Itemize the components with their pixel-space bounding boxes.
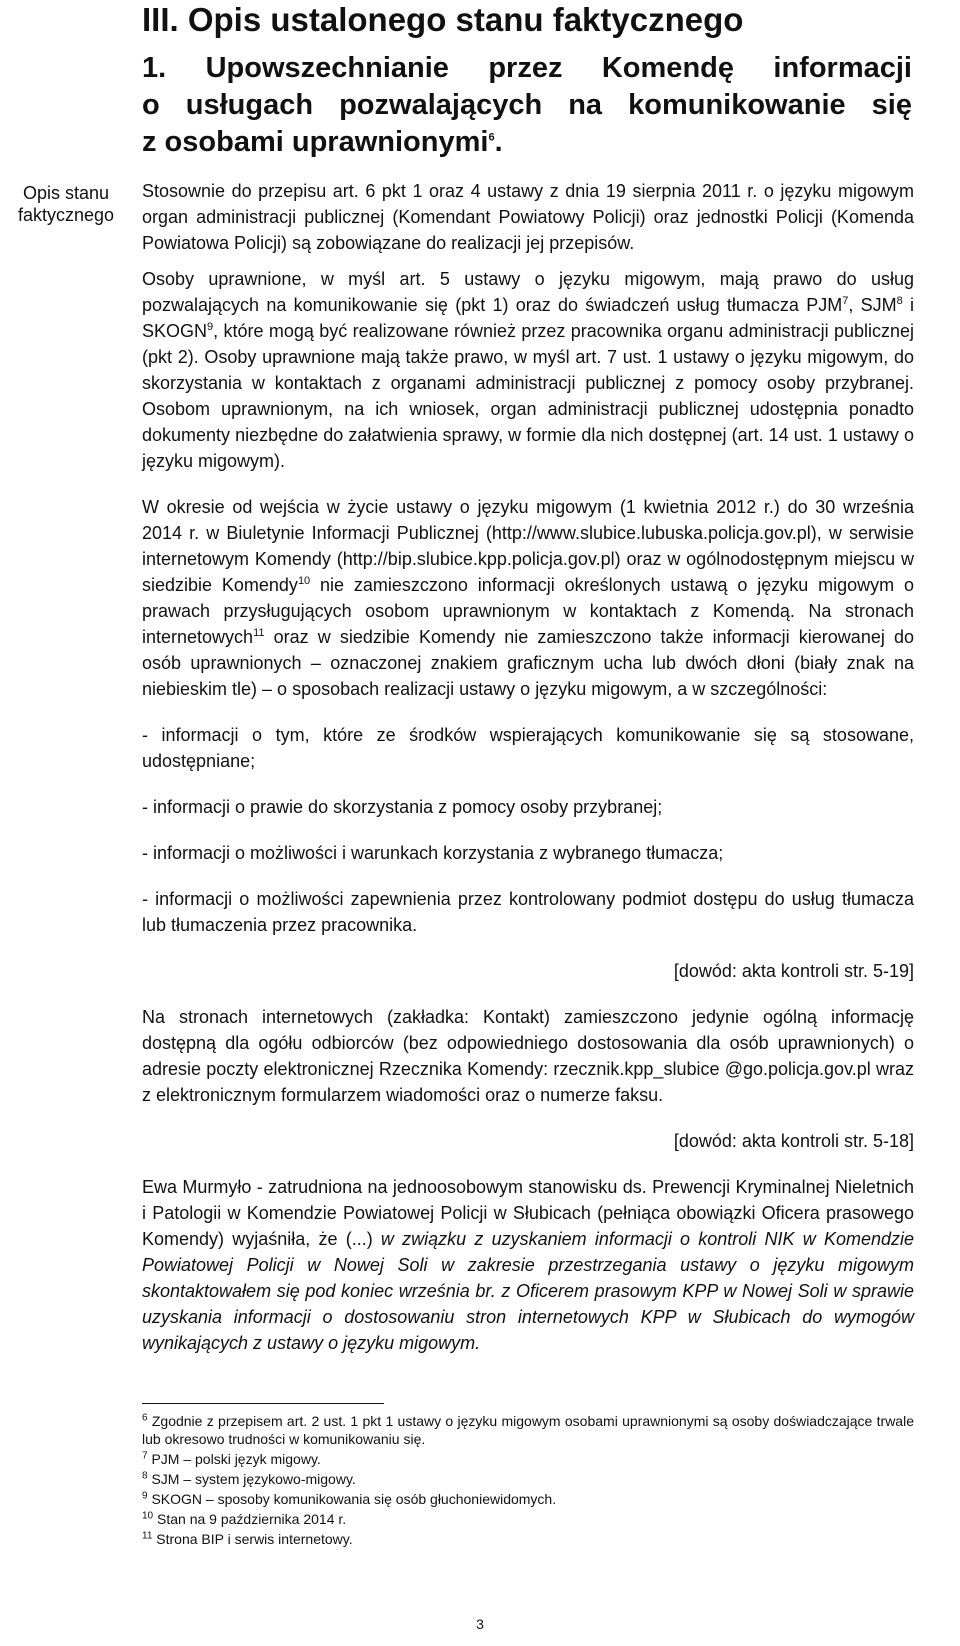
footnote-text: SJM – system językowo-migowy.	[147, 1471, 356, 1487]
section-heading: III. Opis ustalonego stanu faktycznego	[142, 1, 744, 38]
page-number: 3	[476, 1616, 484, 1632]
list-item: - informacji o możliwości zapewnienia przez kontrolowany podmiot dostępu do usług tłumacza lub tłumaczenia przez pracownika.	[142, 889, 914, 935]
subsection-heading	[142, 50, 912, 161]
footnote-text: Stan na 9 października 2014 r.	[153, 1511, 347, 1527]
footnote-number: 10	[142, 1510, 154, 1522]
footnote-divider	[142, 1403, 384, 1404]
paragraph-findings-part-b: nie zamieszczono informacji określonych ustawą o języku migowym o prawach przysługujących osobom uprawnionym w kontaktach z Komendą. Na stronach internetowych	[142, 575, 914, 647]
subsection-heading-line-2: o usługach pozwalających na komunikowanie się	[142, 89, 912, 121]
paragraph-explanation-part-a: Ewa Murmyło - zatrudniona na jednoosobowym stanowisku ds. Prewencji Kryminalnej Nieletnich i Patologii w Komendzie Powiatowej Policji w Słubicach (pełniąca obowiązki Oficera prasowego Komendy) wyjaśniła, że (...)	[142, 1177, 914, 1249]
footnote-text: PJM – polski język migowy.	[147, 1451, 321, 1467]
footnotes	[142, 1412, 914, 1550]
footnote-number: 8	[142, 1470, 148, 1482]
footnote	[142, 1470, 914, 1488]
footnote	[142, 1490, 914, 1508]
footnote-number: 7	[142, 1450, 148, 1462]
margin-label: Opis stanu faktycznego	[17, 183, 115, 225]
list-item: - informacji o prawie do skorzystania z pomocy osoby przybranej;	[142, 797, 663, 817]
footnote	[142, 1530, 914, 1548]
subsection-heading-end: .	[494, 126, 503, 158]
footnote-ref-10: 10	[297, 575, 311, 587]
paragraph-rights-part-a: Osoby uprawnione, w myśl art. 5 ustawy o języku migowym, mają prawo do usług pozwalających na komunikowanie się (pkt 1) oraz do świadczeń usług tłumacza PJM	[142, 269, 914, 315]
subsection-heading-line-1: 1. Upowszechnianie przez Komendę informacji	[142, 52, 912, 84]
paragraph-rights-part-c: i SKOGN	[142, 295, 914, 341]
subsection-heading-line-3	[142, 124, 912, 161]
evidence-reference: [dowód: akta kontroli str. 5-19]	[673, 961, 914, 981]
footnote	[142, 1412, 914, 1448]
paragraph-rights-part-d: , które mogą być realizowane również przez pracownika organu administracji publicznej (pkt 2). Osoby uprawnione mają także prawo, w myśl art. 7 ust. 1 ustawy o języku migowym, do skorzystania w kontaktach z organami administracji publicznej z pomocy osoby przybranej. Osobom uprawnionym, na ich wniosek, organ administracji publicznej udostępnia ponadto dokumenty niezbędne do załatwienia sprawy, w formie dla nich dostępnej (art. 14 ust. 1 ustawy o języku migowym).	[142, 321, 914, 471]
footnote	[142, 1510, 914, 1528]
paragraph-website-contact: Na stronach internetowych (zakładka: Kontakt) zamieszczono jedynie ogólną informację dostępną dla ogółu odbiorców (bez odpowiedniego dostosowania dla osób uprawnionych) o adresie poczty elektronicznej Rzecznika Komendy: rzecznik.kpp_slubice @go.policja.gov.pl wraz z elektronicznym formularzem wiadomości oraz o numerze faksu.	[142, 1007, 914, 1105]
paragraph-findings-part-a: W okresie od wejścia w życie ustawy o języku migowym (1 kwietnia 2012 r.) do 30 września 2014 r. w Biuletynie Informacji Publicznej (http://www.slubice.lubuska.policja.gov.pl), w serwisie internetowym Komendy (http://bip.slubice.kpp.policja.gov.pl) oraz w ogólnodostępnym miejscu w siedzibie Komendy	[142, 497, 914, 595]
paragraph-rights-part-b: , SJM	[848, 295, 897, 315]
footnote-text: Strona BIP i serwis internetowy.	[152, 1531, 353, 1547]
footnote-ref-7: 7	[842, 295, 849, 307]
list-item: - informacji o możliwości i warunkach korzystania z wybranego tłumacza;	[142, 843, 724, 863]
paragraph-rights	[142, 266, 914, 474]
footnote-ref-9: 9	[207, 321, 214, 333]
paragraph-explanation-quote: w związku z uzyskaniem informacji o kontroli NIK w Komendzie Powiatowej Policji w Nowej Soli w zakresie przestrzegania ustawy o języku migowym skontaktowałem się pod koniec września br. z Oficerem prasowym KPP w Nowej Soli w sprawie uzyskania informacji o dostosowaniu stron internetowych KPP w Słubicach do wymogów wynikających z ustawy o języku migowym.	[142, 1229, 914, 1353]
document-body	[142, 178, 914, 1366]
list-item: - informacji o tym, które ze środków wspierających komunikowanie się są stosowane, udostępniane;	[142, 725, 914, 771]
footnote	[142, 1450, 914, 1468]
footnote-ref-6: 6	[488, 131, 495, 144]
footnote-ref-11: 11	[253, 627, 265, 639]
subsection-heading-line-3-text: z osobami uprawnionymi	[142, 126, 489, 158]
footnote-number: 11	[142, 1530, 153, 1542]
paragraph-legal-basis: Stosownie do przepisu art. 6 pkt 1 oraz 4 ustawy z dnia 19 sierpnia 2011 r. o języku migowym organ administracji publicznej (Komendant Powiatowy Policji) oraz jednostki Policji (Komenda Powiatowa Policji) są zobowiązane do realizacji jej przepisów.	[142, 181, 914, 253]
footnote-number: 9	[142, 1490, 148, 1502]
paragraph-findings-part-c: oraz w siedzibie Komendy nie zamieszczono także informacji kierowanej do osób uprawnionych – oznaczonej znakiem graficznym ucha lub dwóch dłoni (biały znak na niebieskim tle) – o sposobach realizacji ustawy o języku migowym, a w szczególności:	[142, 627, 914, 699]
paragraph-explanation	[142, 1174, 914, 1356]
footnote-text: Zgodnie z przepisem art. 2 ust. 1 pkt 1 ustawy o języku migowym osobami uprawnionymi są osoby doświadczające trwale lub okresowo trudności w komunikowaniu się.	[142, 1413, 914, 1447]
footnote-ref-8: 8	[896, 295, 903, 307]
evidence-reference: [dowód: akta kontroli str. 5-18]	[673, 1131, 914, 1151]
footnote-number: 6	[142, 1412, 148, 1424]
paragraph-findings	[142, 494, 914, 702]
footnote-text: SKOGN – sposoby komunikowania się osób głuchoniewidomych.	[147, 1491, 557, 1507]
